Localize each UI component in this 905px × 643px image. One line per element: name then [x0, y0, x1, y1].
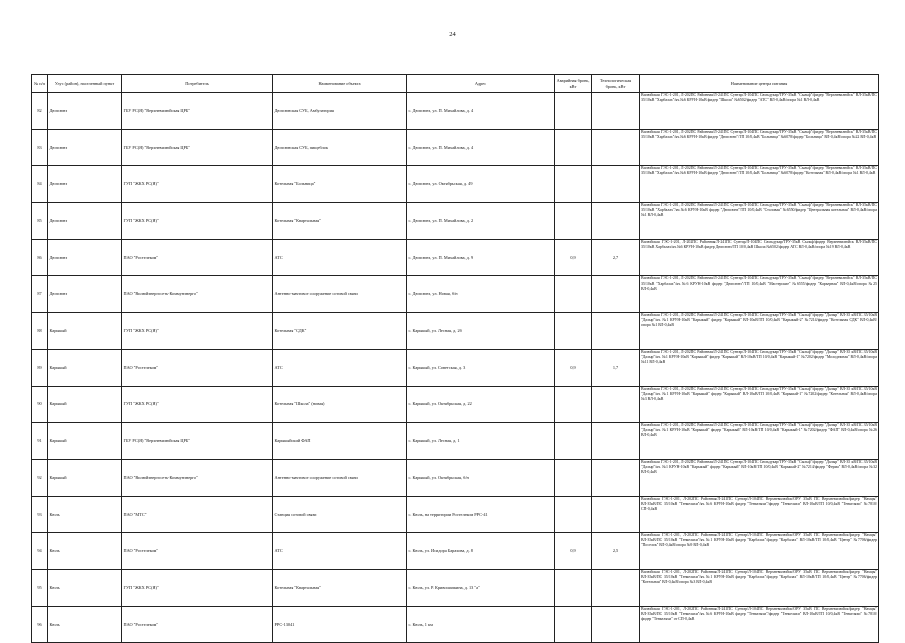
row-number-cell: 88 — [32, 313, 48, 350]
address-cell: с. Дюпсюнэ, ул. Октябрьская, д. 49 — [407, 166, 555, 203]
tech-reserve-cell — [592, 606, 640, 643]
power-source-cell: Вилюйская ГЭС-1-201, Л-202ПС Районная/Л-241ПС Сунтар/Л-104ПС Сюльдукар/ТРУ-35кВ "Сыльф"/фидер "Далыр" ВЛ-35 кВ/ПС 35/10кВ "Далыр"/яч. №1 КРУН-10кВ "Карыкый" фидер "Карыкый" ВЛ-10кВ/ТП 10/0,4кВ "Карыкый-2" №7214/фидер "Котельная СДК" ВЛ-0,4кВ/опора №1 ВЛ-0,4кВ — [640, 313, 879, 350]
object-name-cell: Станция сотовой связи — [273, 496, 407, 533]
table-row — [32, 606, 879, 643]
power-source-cell: Вилюйская ГЭС-1-201, Л-202ПС Районная/Л-241ПС Сунтар/Л-104ПС Сюльдукар/ТРУ-35кВ "Сыльф"/фидер "Далыр" ВЛ-35 кВ/ПС 35/10кВ "Далыр"/яч. №1 КРУН-10кВ "Карыкый" фидер "Карыкый" ВЛ-10кВ/ТП 10/0,4кВ "Карыкый-1" №7202/фидер "Молодежная" ВЛ-0,4кВ/опора №11 ВЛ-0,4кВ — [640, 349, 879, 386]
row-number-cell: 89 — [32, 349, 48, 386]
consumer-cell: ПАО "Ростелеком" — [122, 239, 273, 276]
object-name-cell: Антенно-мачтовое сооружение сотовой связи — [273, 276, 407, 313]
emergency-reserve-cell: 0,9 — [555, 239, 592, 276]
consumer-cell: ГУП "ЖКХ РС(Я)" — [122, 166, 273, 203]
table-row — [32, 533, 879, 570]
power-source-cell: Вилюйская ГЭС-1-201, Л-202ПС Районная/Л-241ПС Сунтар/Л-104ПС Сюльдукар/ТРУ-35кВ "Сыльф"/фидер "Верхневилюйск" ВЛ-35кВ/ПС 35/10кВ "Харбалах"/яч.№6 КРУН-10кВ фидер "Дюпсюнэ"/ТП 10/0,4кВ "Столовая" №6550/фидер "Центральная котельная" ВЛ-0,4кВ/опора №1 ВЛ-0,4кВ — [640, 203, 879, 240]
settlement-cell: Карыкый — [48, 423, 122, 460]
settlement-cell: Карыкый — [48, 459, 122, 496]
table-header-row — [32, 75, 879, 93]
table-row — [32, 313, 879, 350]
power-source-cell: Вилюйская ГЭС-1-201, Л-202ПС Районная/Л-241ПС Сунтар/Л-104ПС Сюльдукар/ТРУ-35кВ "Сыльф"/фидер "Верхневилюйск" ВЛ-35кВ/ПС 35/10кВ "Харбалах"/яч.№6 КРУН-10кВ фидер "Дюпсюнэ"/ТП 10/0,4кВ "Больница" №6078/фидер "Больница" ВЛ-0,4кВ/опора №22 ВЛ-0,4кВ — [640, 129, 879, 166]
tech-reserve-cell — [592, 276, 640, 313]
tech-reserve-cell: 1,7 — [592, 349, 640, 386]
address-cell: с. Карыкый, ул. Октябрьская, б/н — [407, 459, 555, 496]
object-name-cell: РРС-13041 — [273, 606, 407, 643]
address-cell: с. Карыкый, ул. Октябрьская, д. 22 — [407, 386, 555, 423]
address-cell: с. Карыкый, ул. Лесная, д. 2б — [407, 313, 555, 350]
emergency-reserve-cell — [555, 93, 592, 130]
table-row — [32, 496, 879, 533]
object-name-cell: Котельная "СДК" — [273, 313, 407, 350]
consumer-cell: ГУП "ЖКХ РС(Я)" — [122, 313, 273, 350]
tech-reserve-cell — [592, 423, 640, 460]
settlement-cell: Кюль — [48, 533, 122, 570]
power-source-cell: Вилюйская ГЭС-1-201, Л-202ПС Районная/Л-241ПС Сунтар/Л-104ПС Сюльдукар/ТРУ-35кВ "Сыльф"/фидер "Верхневилюйск" ВЛ-35кВ/ПС 35/10кВ "Харбалах"/яч.№6 КРУН-10кВ фидер "Дюпсюнэ"/ТП 10/0,4кВ "Больница" №6078/фидер "Котельная" ВЛ-0,4кВ/опора №1 ВЛ-0,4кВ — [640, 166, 879, 203]
table-row — [32, 203, 879, 240]
consumer-cell: ГБУ РС(Я) "Верхневилюйская ЦРБ" — [122, 423, 273, 460]
consumer-cell: ГУП "ЖКХ РС(Я)" — [122, 386, 273, 423]
header-consumer: Потребитель — [122, 75, 273, 93]
emergency-reserve-cell: 0,9 — [555, 349, 592, 386]
settlement-cell: Кюль — [48, 569, 122, 606]
table-row — [32, 93, 879, 130]
object-name-cell: Антенно-мачтовое сооружение сотовой связи — [273, 459, 407, 496]
power-source-cell: Вилюйская ГЭС-1-201, Л-202ПС Районная/Л-241ПС Сунтар/Л-104ПС Верхневилюйск/ОРУ 35кВ ПС Верхневилюйск/фидер "Намцы" ВЛ-35кВ/ПС 35/10кВ "Тенкеляхи"/яч.№1 КРУН-10кВ фидер "Карбалах"/фидер "Карбалах" ВЛ-10кВ/ТП 10/0,4кВ "Центр" №7706/фидер "Поселок" ВЛ-0,4кВ/опора №9 ВЛ-0,4кВ — [640, 533, 879, 570]
table-row — [32, 129, 879, 166]
tech-reserve-cell — [592, 93, 640, 130]
address-cell: с. Дюпсюнэ, ул. П. Михайлова, д. 4 — [407, 129, 555, 166]
row-number-cell: 87 — [32, 276, 48, 313]
object-name-cell: Котельная "Больница" — [273, 166, 407, 203]
address-cell: с. Дюпсюнэ, ул. П. Михайлова, д. 9 — [407, 239, 555, 276]
table-row — [32, 276, 879, 313]
tech-reserve-cell: 2,5 — [592, 533, 640, 570]
consumer-cell: ПАО "Вилюйэнергосеть-Коммунэнерго" — [122, 459, 273, 496]
address-cell: с. Карыкый, ул. Советская, д. 3 — [407, 349, 555, 386]
row-number-cell: 82 — [32, 93, 48, 130]
object-name-cell: Дюпсюнская СУБ, Амбулатория — [273, 93, 407, 130]
header-address: Адрес — [407, 75, 555, 93]
row-number-cell: 92 — [32, 459, 48, 496]
address-cell: с. Дюпсюнэ, ул. П. Михайлова, д. 2 — [407, 203, 555, 240]
consumer-cell: ГУП "ЖКХ РС(Я)" — [122, 203, 273, 240]
object-name-cell: АТС — [273, 239, 407, 276]
consumer-cell: ПАО "Ростелеком" — [122, 349, 273, 386]
consumer-cell: ГУП "ЖКХ РС(Я)" — [122, 569, 273, 606]
settlement-cell: Карыкый — [48, 313, 122, 350]
tech-reserve-cell — [592, 129, 640, 166]
settlement-cell: Дюпсюнэ — [48, 129, 122, 166]
power-source-cell: Вилюйская ГЭС-1-201, Л-202ПС Районная/Л-241ПС Сунтар/Л-104ПС Сюльдукар/ТРУ-35кВ "Сыльф"/фидер "Далыр" ВЛ-35 кВ/ПС 35/10кВ "Далыр"/яч. №1 КРУН-10кВ "Карыкый" фидер "Карыкый" ВЛ-10кВ/ТП 10/0,4кВ "Карыкый-1" №7202/фидер "Котельная" ВЛ-0,4кВ/опора №3 ВЛ-0,4кВ — [640, 386, 879, 423]
row-number-cell: 90 — [32, 386, 48, 423]
emergency-reserve-cell: 0,9 — [555, 533, 592, 570]
page-number: 24 — [449, 31, 456, 38]
header-num: № п/п — [32, 75, 48, 93]
settlement-cell: Дюпсюнэ — [48, 166, 122, 203]
tech-reserve-cell: 2,7 — [592, 239, 640, 276]
row-number-cell: 93 — [32, 496, 48, 533]
emergency-reserve-cell — [555, 606, 592, 643]
consumer-cell: ГБУ РС(Я) "Верхневилюйская ЦРБ" — [122, 129, 273, 166]
settlement-cell: Дюпсюнэ — [48, 93, 122, 130]
object-name-cell: Карыкыйский ФАП — [273, 423, 407, 460]
address-cell: с. Дюпсюнэ, ул. П. Михайлова, д. 4 — [407, 93, 555, 130]
object-name-cell: Котельная "Школа" (новая) — [273, 386, 407, 423]
consumer-cell: ПАО "Ростелеком" — [122, 606, 273, 643]
table-row — [32, 569, 879, 606]
power-source-cell: Вилюйская ГЭС-1-201, Л-202ПС Районная/Л-241ПС Сунтар/Л-104ПС Сюльдукар/ТРУ-35кВ "Сыльф"/фидер "Далыр" ВЛ-35 кВ/ПС 35/10кВ "Далыр"/яч. №1 КРУН-10кВ "Карыкый" фидер "Карыкый" ВЛ-10кВ/ТП 10/0,4кВ "Карыкый-1" №7202/фидер "ФАП" ВЛ-0,4кВ/опора №26 ВЛ-0,4кВ — [640, 423, 879, 460]
table-row — [32, 239, 879, 276]
power-sources-table — [31, 74, 879, 643]
tech-reserve-cell — [592, 496, 640, 533]
emergency-reserve-cell — [555, 203, 592, 240]
settlement-cell: Кюль — [48, 496, 122, 533]
power-source-cell: Вилюйская ГЭС-1-201, Л-202ПС Районная/Л-241ПС Сунтар/Л-104ПС Сюльдукар/ТРУ-35кВ "Сыльф"/фидер "Далыр" ВЛ-35 кВ/ПС 35/10кВ "Далыр"/яч. №1 КРУН-10кВ "Карыкый" фидер "Карыкый" ВЛ-10кВ/ТП 10/0,4кВ "Карыкый-2" №7214/фидер "Ферма" ВЛ-0,4кВ/опора №32 ВЛ-0,4кВ — [640, 459, 879, 496]
settlement-cell: Карыкый — [48, 349, 122, 386]
row-number-cell: 84 — [32, 166, 48, 203]
power-source-cell: Вилюйская ГЭС-1-201, Л-202ПС Районная/Л-241ПС Сунтар/Л-104ПС Верхневилюйск/ОРУ 35кВ ПС Верхневилюйск/фидер "Намцы" ВЛ-35кВ/ПС 35/10кВ "Тенкеляхи"/яч.№6 КРУН-10кВ фидер "Тенкеляхи"/фидер "Тенкеляхи" ВЛ-10кВ/ТП 10/0,4кВ "Тенкеляхи" №7810/СП-0,4кВ — [640, 496, 879, 533]
row-number-cell: 96 — [32, 606, 48, 643]
address-cell: с. Кюль, на территории Ростелеком РРС-41 — [407, 496, 555, 533]
table-row — [32, 459, 879, 496]
address-cell: с. Кюль, ул. Р. Кривошапкина, д. 13 "а" — [407, 569, 555, 606]
table-row — [32, 423, 879, 460]
power-source-cell: Вилюйская ГЭС-1-201, Л-202ПС Районная/Л-241ПС Сунтар/Л-104ПС Верхневилюйск/ОРУ 35кВ ПС Верхневилюйск/фидер "Намцы" ВЛ-35кВ/ПС 35/10кВ "Тенкеляхи"/яч.№1 КРУН-10кВ фидер "Карбалах"/фидер "Карбалах" ВЛ-10кВ/ТП 10/0,4кВ "Центр" №7706/фидер "Котельная" ВЛ-0,4кВ/опора №3 ВЛ-0,4кВ — [640, 569, 879, 606]
settlement-cell: Кюль — [48, 606, 122, 643]
emergency-reserve-cell — [555, 276, 592, 313]
emergency-reserve-cell — [555, 569, 592, 606]
tech-reserve-cell — [592, 313, 640, 350]
emergency-reserve-cell — [555, 496, 592, 533]
row-number-cell: 91 — [32, 423, 48, 460]
tech-reserve-cell — [592, 386, 640, 423]
power-source-cell: Вилюйская ГЭС-1-201, Л-202ПС Районная/Л-241ПС Сунтар/Л-104ПС Сюльдукар/ТРУ-35кВ "Сыльф"/фидер "Верхневилюйск" ВЛ-35кВ/ПС 35/10кВ "Харбалах"/яч.№6 КРУН-10кВ фидер "Школа" №6502/фидер "АТС" ВЛ-0,4кВ/опора №1 ВЛ-0,4кВ — [640, 93, 879, 130]
emergency-reserve-cell — [555, 129, 592, 166]
row-number-cell: 95 — [32, 569, 48, 606]
object-name-cell: Котельная "Квартальная" — [273, 203, 407, 240]
object-name-cell: АТС — [273, 349, 407, 386]
object-name-cell: АТС — [273, 533, 407, 570]
tech-reserve-cell — [592, 166, 640, 203]
power-source-cell: Вилюйская ГЭС-1-201, Л-202ПС Районная/Л-241ПС Сунтар/Л-104ПС Верхневилюйск/ОРУ 35кВ ПС Верхневилюйск/фидер "Намцы" ВЛ-35кВ/ПС 35/10кВ "Тенкеляхи"/яч.№6 КРУН-10кВ фидер "Тенкеляхи"/фидер "Тенкеляхи" ВЛ-10кВ/ТП 10/0,4кВ "Тенкеляхи" №7810/фидер "Тенкеляхи" от СП-0,4кВ — [640, 606, 879, 643]
settlement-cell: Дюпсюнэ — [48, 276, 122, 313]
table-row — [32, 386, 879, 423]
address-cell: с. Карыкый, ул. Лесная, д. 1 — [407, 423, 555, 460]
emergency-reserve-cell — [555, 386, 592, 423]
emergency-reserve-cell — [555, 423, 592, 460]
consumer-cell: ПАО "МТС" — [122, 496, 273, 533]
row-number-cell: 94 — [32, 533, 48, 570]
header-power-source: Наименование центра питания — [640, 75, 879, 93]
emergency-reserve-cell — [555, 166, 592, 203]
object-name-cell: Дюпсюнская СУБ, пищеблок — [273, 129, 407, 166]
tech-reserve-cell — [592, 203, 640, 240]
settlement-cell: Дюпсюнэ — [48, 239, 122, 276]
emergency-reserve-cell — [555, 313, 592, 350]
header-tech-reserve: Технологическая бронь, кВт — [592, 75, 640, 93]
tech-reserve-cell — [592, 569, 640, 606]
table-row — [32, 166, 879, 203]
table-row — [32, 349, 879, 386]
consumer-cell: ПАО "Ростелеком" — [122, 533, 273, 570]
header-object: Наименование объекта — [273, 75, 407, 93]
address-cell: с. Кюль, ул. Исидора Барахова, д. 8 — [407, 533, 555, 570]
address-cell: с. Кюль, 1 км — [407, 606, 555, 643]
header-emergency-reserve: Аварийная бронь, кВт — [555, 75, 592, 93]
row-number-cell: 86 — [32, 239, 48, 276]
settlement-cell: Карыкый — [48, 386, 122, 423]
consumer-cell: ПАО "Вилюйэнергосеть-Коммунэнерго" — [122, 276, 273, 313]
row-number-cell: 85 — [32, 203, 48, 240]
settlement-cell: Дюпсюнэ — [48, 203, 122, 240]
consumer-cell: ГБУ РС(Я) "Верхневилюйская ЦРБ" — [122, 93, 273, 130]
emergency-reserve-cell — [555, 459, 592, 496]
header-settlement: Улус (район), населенный пункт — [48, 75, 122, 93]
object-name-cell: Котельная "Квартальная" — [273, 569, 407, 606]
power-source-cell: Вилюйская ГЭС-1-201, Л-202ПС Районная/Л-241ПС Сунтар/Л-104ПС Сюльдукар/ТРУ-35кВ "Сыльф"/фидер "Верхневилюйск" ВЛ-35кВ/ПС 35/10кВ "Харбалах"/яч.№6 КРУН-10кВ фидер "Дюпсюнэ"/ТП 10/0,4кВ "Мастерские" №6555/фидер "Карьерная" ВЛ-0,4кВ/опора №25 ВЛ-0,4кВ — [640, 276, 879, 313]
tech-reserve-cell — [592, 459, 640, 496]
address-cell: с. Дюпсюнэ, ул. Новая, б/н — [407, 276, 555, 313]
row-number-cell: 83 — [32, 129, 48, 166]
power-source-cell: Вилюйская ГЭС-1-201, Л-202ПС Районная/Л-241ПС Сунтар/Л-104ПС Сюльдукар/ТРУ-35кВ Сыльф/фидер Верхневилюйск ВЛ-35кВ/ПС 35/10кВ Харбалах/яч.№6 КРУН-10кВ фидер Дюпсюнэ/ТП 10/0,4кВ Школа №6502/фидер АТС ВЛ-0,4кВ/опора №19 ВЛ-0,4кВ — [640, 239, 879, 276]
